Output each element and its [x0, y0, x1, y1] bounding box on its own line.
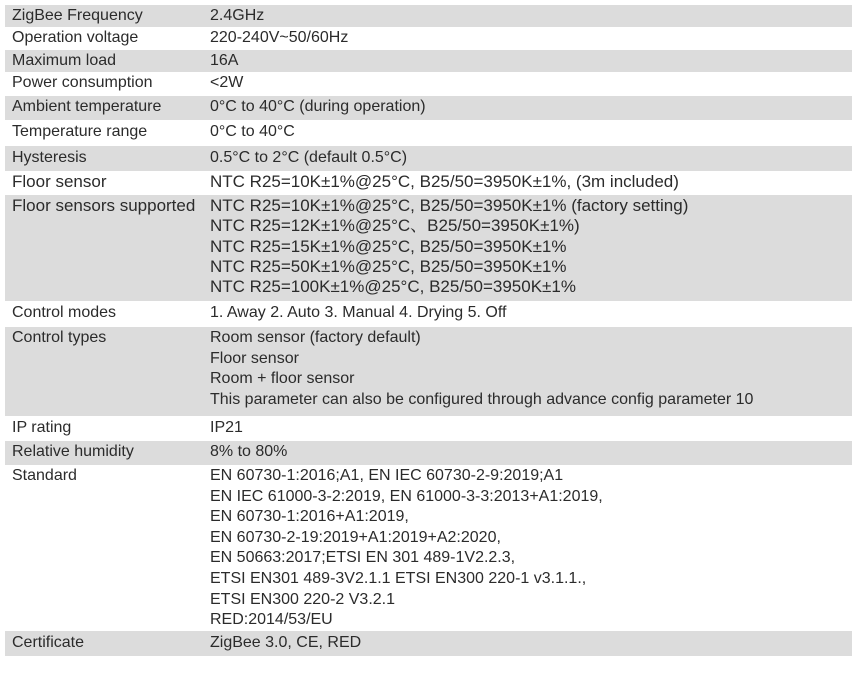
spec-value-line: EN 50663:2017;ETSI EN 301 489-1V2.2.3,	[210, 549, 516, 567]
table-row	[5, 72, 852, 96]
table-row	[5, 416, 852, 441]
spec-value-line: <2W	[210, 74, 244, 91]
spec-value	[210, 73, 243, 93]
table-row	[5, 5, 852, 27]
spec-value-line: 0°C to 40°C	[210, 123, 295, 140]
spec-value-line: NTC R25=50K±1%@25°C, B25/50=3950K±1%	[210, 256, 567, 276]
spec-label: Ambient temperature	[12, 98, 162, 115]
spec-value-line: EN 60730-2-19:2019+A1:2019+A2:2020,	[210, 528, 501, 546]
spec-value	[210, 97, 426, 117]
table-row	[5, 631, 852, 656]
spec-label: Floor sensors supported	[12, 196, 196, 215]
spec-value	[210, 172, 679, 192]
table-row	[5, 146, 852, 171]
spec-value	[210, 122, 295, 142]
spec-label: Temperature range	[12, 123, 148, 140]
spec-value-line: NTC R25=10K±1%@25°C, B25/50=3950K±1%, (3m included)	[210, 172, 679, 191]
spec-label: Control types	[12, 329, 107, 346]
spec-value-line: 1. Away 2. Auto 3. Manual 4. Drying 5. Off	[210, 304, 507, 321]
spec-value-line: RED:2014/53/EU	[210, 611, 333, 629]
spec-value-line: NTC R25=100K±1%@25°C, B25/50=3950K±1%	[210, 277, 576, 297]
spec-value-line: ETSI EN300 220-2 V3.2.1	[210, 590, 395, 608]
spec-label: Standard	[12, 467, 77, 484]
spec-value-line: ZigBee 3.0, CE, RED	[210, 634, 362, 651]
spec-value-line: 16A	[210, 52, 239, 69]
spec-value	[210, 51, 238, 71]
spec-value	[210, 6, 264, 26]
spec-table	[5, 5, 852, 656]
spec-value	[210, 442, 287, 462]
spec-value-line: Room + floor sensor	[210, 370, 355, 388]
spec-value	[210, 303, 506, 323]
spec-value-line: 0°C to 40°C (during operation)	[210, 98, 426, 115]
spec-value	[210, 196, 688, 297]
spec-value-line: EN IEC 61000-3-2:2019, EN 61000-3-3:2013+A1:2019,	[210, 487, 603, 505]
spec-value-line: NTC R25=12K±1%@25°C、B25/50=3950K±1%)	[210, 216, 580, 236]
spec-label: Power consumption	[12, 74, 153, 91]
table-row	[5, 120, 852, 146]
spec-value-line: 2.4GHz	[210, 7, 265, 24]
spec-value-line: ETSI EN301 489-3V2.1.1 ETSI EN300 220-1 v3.1.1.,	[210, 569, 587, 587]
spec-value-line: This parameter can also be configured through advance config parameter 10	[210, 391, 754, 409]
spec-label: Maximum load	[12, 52, 117, 69]
spec-label: Certificate	[12, 634, 85, 651]
spec-label: Floor sensor	[12, 172, 107, 191]
spec-label: Control modes	[12, 304, 117, 321]
table-row	[5, 441, 852, 465]
spec-value	[210, 28, 348, 48]
table-row	[5, 96, 852, 120]
table-row	[5, 195, 852, 301]
spec-value-line: NTC R25=15K±1%@25°C, B25/50=3950K±1%	[210, 236, 567, 256]
spec-value-line: Floor sensor	[210, 349, 299, 367]
table-row	[5, 171, 852, 195]
spec-value-line: Room sensor (factory default)	[210, 329, 421, 346]
spec-value	[210, 633, 361, 653]
spec-value-line: 220-240V~50/60Hz	[210, 29, 349, 46]
spec-value-line: 8% to 80%	[210, 443, 288, 460]
spec-value-line: EN 60730-1:2016;A1, EN IEC 60730-2-9:2019;A1	[210, 467, 564, 484]
table-row	[5, 465, 852, 631]
spec-label: ZigBee Frequency	[12, 7, 143, 24]
table-row	[5, 301, 852, 327]
spec-label: Operation voltage	[12, 29, 139, 46]
table-row	[5, 50, 852, 72]
table-row	[5, 327, 852, 416]
spec-value	[210, 418, 243, 438]
spec-value-line: IP21	[210, 419, 243, 436]
table-row	[5, 27, 852, 50]
spec-label: Hysteresis	[12, 149, 87, 166]
spec-value	[210, 148, 407, 168]
spec-value-line: 0.5°C to 2°C (default 0.5°C)	[210, 149, 408, 166]
spec-value	[210, 466, 603, 631]
spec-value-line: EN 60730-1:2016+A1:2019,	[210, 508, 409, 526]
spec-label: Relative humidity	[12, 443, 134, 460]
spec-label: IP rating	[12, 419, 72, 436]
spec-value-line: NTC R25=10K±1%@25°C, B25/50=3950K±1% (factory setting)	[210, 196, 689, 215]
spec-value	[210, 328, 753, 411]
